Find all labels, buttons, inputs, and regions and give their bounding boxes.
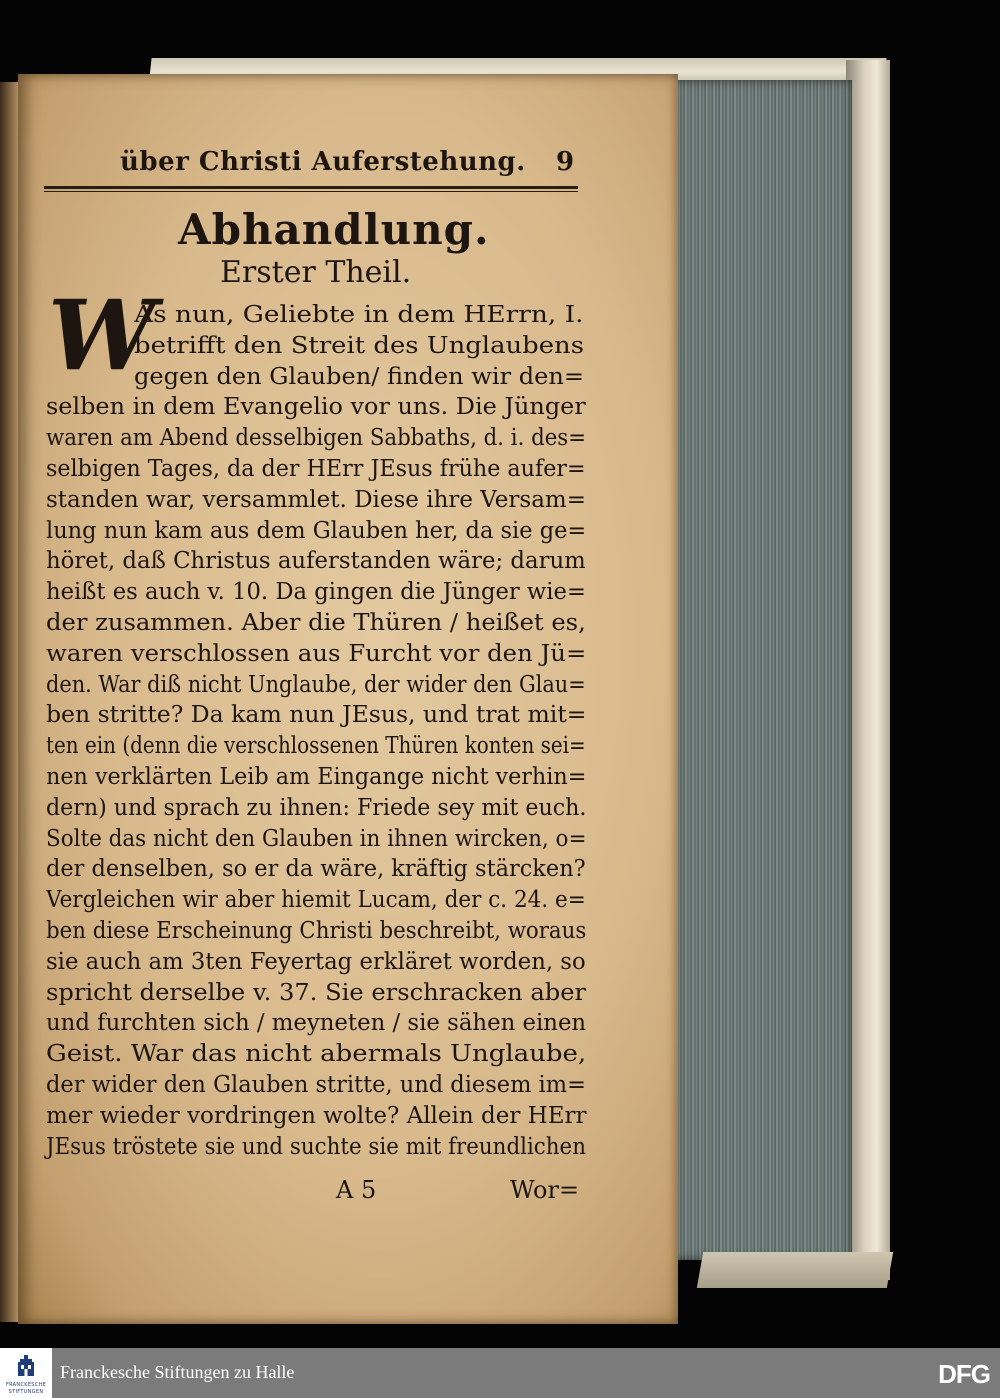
drop-cap: W <box>48 279 156 392</box>
text-line: Geist. War das nicht abermals Unglaube, <box>46 1041 587 1068</box>
text-block-fore-edge <box>674 80 852 1260</box>
text-line: dern) und sprach zu ihnen: Friede sey mit euch. <box>46 794 587 821</box>
text-line: den. War diß nicht Unglaube, der wider den Glau= <box>46 671 586 698</box>
text-line: ben diese Erscheinung Christi beschreibt, woraus <box>46 918 587 944</box>
text-line: waren am Abend desselbigen Sabbaths, d. i. des= <box>46 425 587 452</box>
text-line: nen verklärten Leib am Eingange nicht verhin= <box>46 764 587 790</box>
facing-page-edge <box>0 82 20 1322</box>
text-line: der wider den Glauben stritte, und diesem im= <box>46 1072 586 1098</box>
building-icon <box>17 1354 35 1378</box>
text-line: Solte das nicht den Glauben in ihnen wircken, o= <box>46 825 587 852</box>
text-line: ben stritte? Da kam nun JEsus, und trat mit= <box>46 702 587 729</box>
text-line: spricht derselbe v. 37. Sie erschracken aber <box>46 979 587 1006</box>
header-rule <box>44 186 578 189</box>
text-line: Vergleichen wir aber hiemit Lucam, der c. 24. e= <box>46 887 586 914</box>
text-line: höret, daß Christus auferstanden wäre; darum <box>46 548 586 575</box>
section-subtitle: Erster Theil. <box>220 255 412 290</box>
cover-spine-edge <box>846 60 890 1280</box>
header-rule-thin <box>44 191 578 192</box>
logo-text-line2: STIFTUNGEN <box>8 1389 44 1395</box>
text-line: As nun, Geliebte in dem HErrn, I. <box>134 302 584 328</box>
text-line: sie auch am 3ten Feyertag erkläret worden, so <box>46 948 586 975</box>
running-header: über Christi Auferstehung. <box>120 147 526 177</box>
text-line: JEsus tröstete sie und suchte sie mit freundlichen <box>46 1133 586 1160</box>
dfg-logo[interactable]: DFG <box>938 1359 990 1389</box>
catchword: Wor= <box>510 1176 580 1204</box>
text-line: gegen den Glauben/ finden wir den= <box>134 363 585 390</box>
institution-name: Franckesche Stiftungen zu Halle <box>60 1362 295 1382</box>
text-line: ten ein (denn die verschlossenen Thüren konten sei= <box>46 733 586 760</box>
section-title: Abhandlung. <box>178 205 490 254</box>
text-line: lung nun kam aus dem Glauben her, da sie ge= <box>46 517 587 544</box>
page-number: 9 <box>556 147 575 177</box>
text-line: standen war, versammlet. Diese ihre Versam= <box>46 486 587 513</box>
logo-text-line1: FRANCKESCHE <box>5 1382 47 1388</box>
text-line: der denselben, so er da wäre, kräftig stärcken? <box>46 856 586 883</box>
text-line: waren verschlossen aus Furcht vor den Jü= <box>46 640 587 667</box>
text-line: selben in dem Evangelio vor uns. Die Jünger <box>46 394 586 421</box>
viewer-footer <box>0 1348 1000 1398</box>
text-line: betrifft den Streit des Unglaubens <box>134 332 584 359</box>
signature-mark: A 5 <box>336 1176 377 1204</box>
institution-logo[interactable] <box>0 1348 52 1398</box>
text-line: und furchten sich / meyneten / sie sähen einen <box>46 1010 587 1037</box>
text-line: mer wieder vordringen wolte? Allein der HErr <box>46 1102 587 1129</box>
cover-bottom-edge <box>697 1252 893 1288</box>
text-line: selbigen Tages, da der HErr JEsus frühe aufer= <box>46 456 586 482</box>
text-line: der zusammen. Aber die Thüren / heißet es, <box>46 610 586 636</box>
text-line: heißt es auch v. 10. Da gingen die Jünger wie= <box>46 579 586 606</box>
